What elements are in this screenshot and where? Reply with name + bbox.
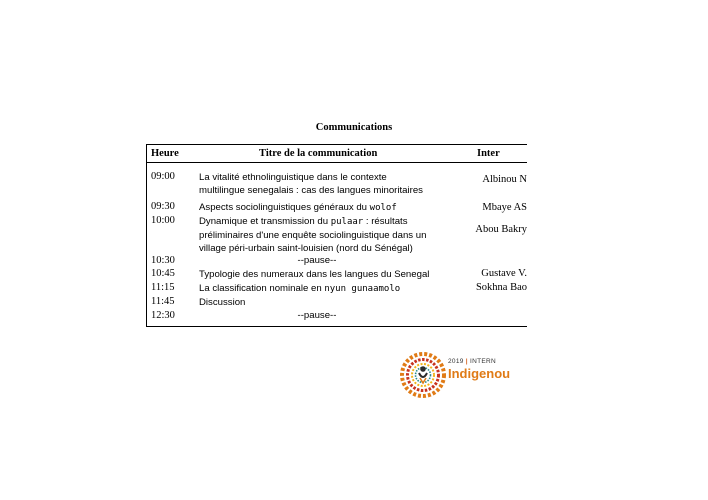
table-row: [147, 255, 527, 268]
row-speaker: Albinou N: [482, 174, 527, 185]
row-time: 09:00: [151, 171, 175, 182]
title-text-cont: : résultats préliminaires d'une enquête sociolinguistique dans un village péri-urbain saint-louisien (nord du Sénégal): [199, 216, 427, 254]
program-table: [146, 144, 527, 327]
row-title: La vitalité ethnolinguistique dans le contexte multilingue senegalais : cas des langues minoritaires: [199, 172, 423, 196]
table-row: [147, 310, 527, 326]
row-time: 11:15: [151, 282, 175, 293]
table-header: [147, 145, 527, 163]
table-row: [147, 282, 527, 296]
pause-label: --pause--: [297, 255, 337, 266]
header-title: Titre de la communication: [259, 148, 378, 159]
row-speaker: Gustave V.: [481, 268, 527, 279]
row-time: 10:00: [151, 215, 175, 226]
row-title: Discussion: [199, 297, 246, 308]
title-language: nyun gunaamolo: [324, 284, 401, 294]
row-time: 11:45: [151, 296, 175, 307]
banner-main: Indigenou: [448, 366, 511, 381]
table-row: [147, 268, 527, 282]
row-title: Typologie des numeraux dans les langues du Senegal: [199, 269, 430, 280]
row-time: 09:30: [151, 201, 175, 212]
title-text: Aspects sociolinguistiques généraux du: [199, 202, 370, 213]
row-speaker: Sokhna Bao: [475, 282, 527, 293]
conference-logo-icon: [398, 350, 448, 400]
banner-top: INTERN: [470, 358, 497, 365]
row-title: [199, 282, 435, 296]
table-row: [147, 201, 527, 215]
header-time: Heure: [151, 148, 179, 159]
table-row: [147, 171, 527, 201]
pause-label: --pause--: [297, 310, 337, 321]
row-time: 10:45: [151, 268, 175, 279]
conference-banner: [448, 358, 511, 381]
title-text: La classification nominale en: [199, 283, 325, 294]
header-speaker: Inter: [477, 148, 500, 159]
banner-year-line: 2019 | INTERN: [448, 358, 497, 365]
row-title: [199, 201, 435, 215]
row-speaker: Abou Bakry: [475, 224, 527, 235]
title-text: Dynamique et transmission du: [199, 216, 331, 227]
row-speaker: Mbaye AS: [482, 202, 527, 213]
table-row: [147, 215, 527, 255]
page-heading: Communications: [315, 122, 393, 133]
logo-ring: [402, 354, 444, 396]
table-row: [147, 296, 527, 310]
title-language: pulaar: [330, 217, 364, 227]
row-title: [199, 215, 435, 255]
banner-year: 2019: [448, 358, 464, 365]
row-time: 12:30: [151, 310, 175, 321]
row-time: 10:30: [151, 255, 175, 266]
title-language: wolof: [369, 203, 397, 213]
